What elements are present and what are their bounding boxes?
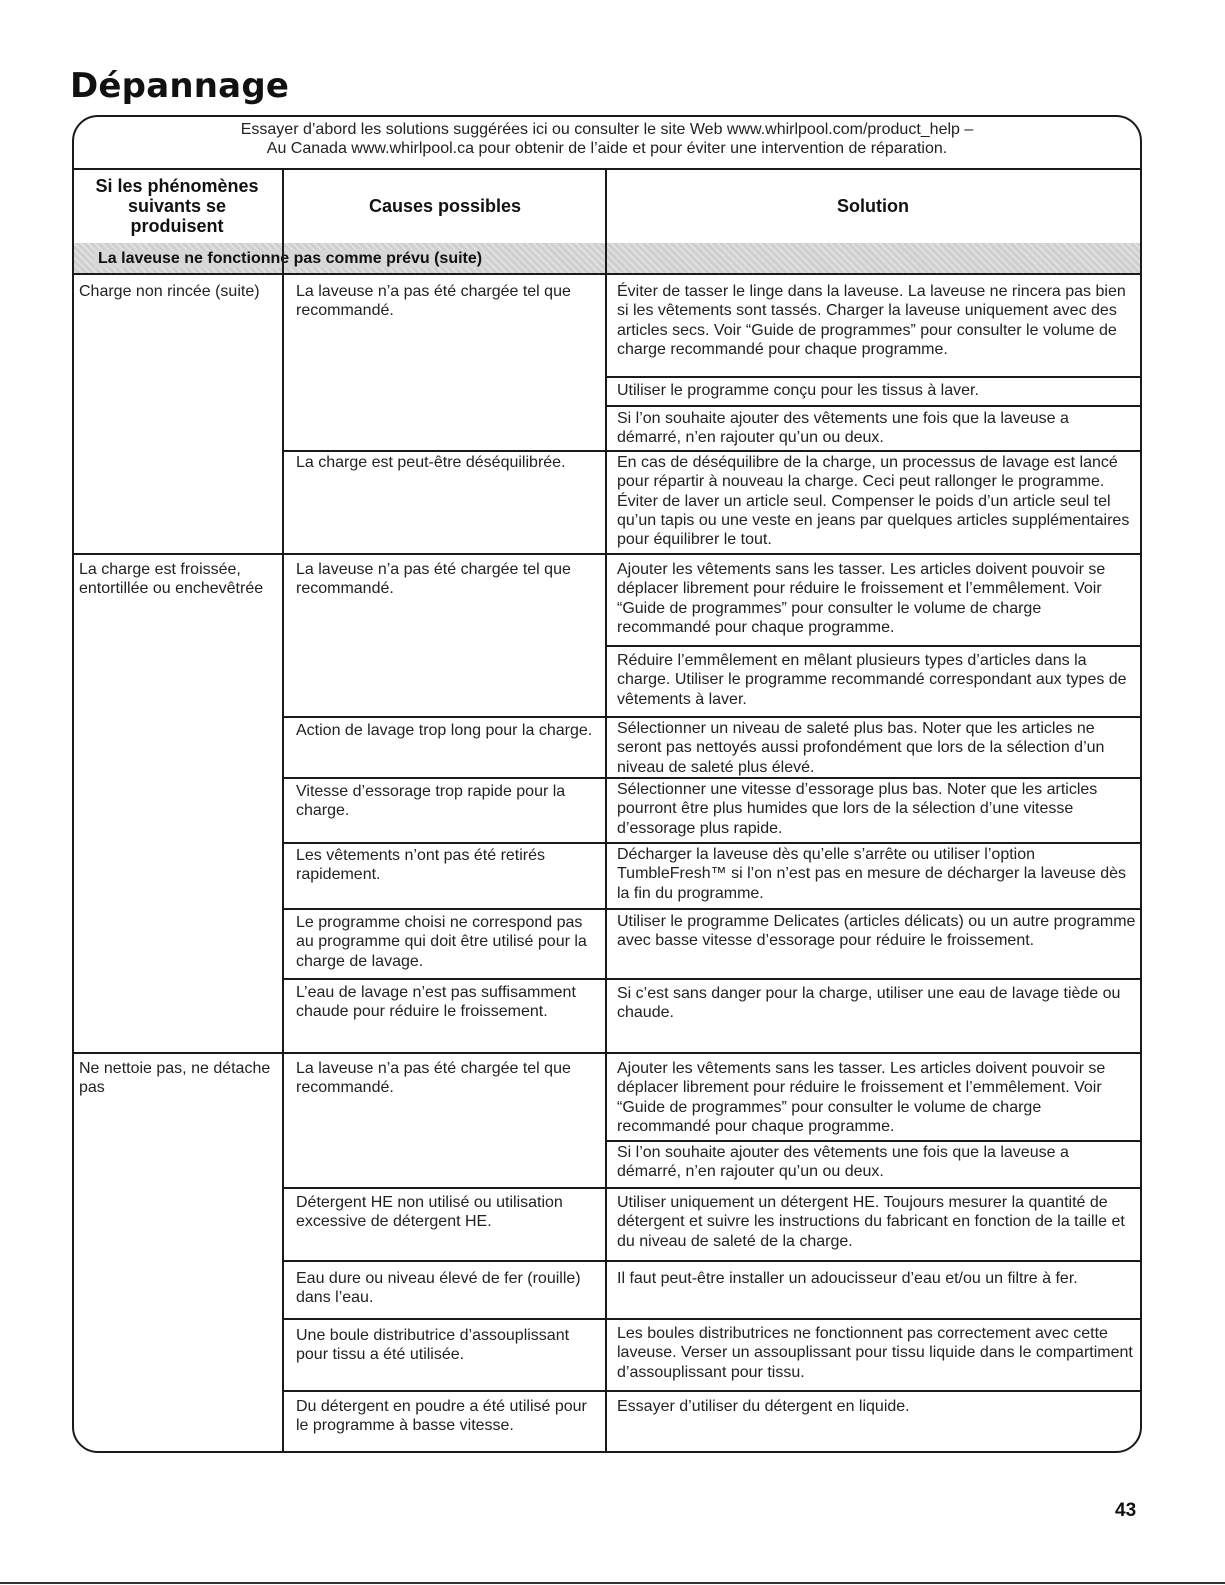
cause-cell: Du détergent en poudre a été utilisé pour le programme à basse vitesse.: [296, 1398, 587, 1435]
solution-cell: Ajouter les vêtements sans les tasser. Les articles doivent pouvoir se déplacer librement pour réduire le froissement et l’emmêlement. Voir “Guide de programmes” pour consulter le volume de charge recommandé pour chaque programme.: [617, 561, 1106, 636]
row-divider: [282, 777, 1140, 779]
solution-cell: Sélectionner un niveau de saleté plus bas. Noter que les articles ne seront pas nettoyés aussi profondément que lors de la sélection d’un niveau de saleté plus élevé.: [617, 720, 1105, 776]
page-title: Dépannage: [70, 66, 290, 106]
header-causes: Causes possibles: [368, 196, 522, 216]
solution-cell: Utiliser le programme conçu pour les tissus à laver.: [617, 382, 979, 399]
row-divider: [282, 842, 1140, 844]
row-divider: [282, 908, 1140, 910]
row-divider: [282, 1318, 1140, 1320]
row-divider: [282, 978, 1140, 980]
row-divider: [605, 405, 1140, 407]
row-divider: [282, 1187, 1140, 1189]
solution-cell: Ajouter les vêtements sans les tasser. Les articles doivent pouvoir se déplacer librement pour réduire le froissement et l’emmêlement. Voir “Guide de programmes” pour consulter le volume de charge recommandé pour chaque programme.: [617, 1060, 1106, 1135]
section-band: [74, 243, 1140, 275]
solution-cell: Utiliser le programme Delicates (articles délicats) ou un autre programme avec basse vitesse d’essorage pour réduire le froissement.: [617, 913, 1136, 950]
solution-cell: En cas de déséquilibre de la charge, un processus de lavage est lancé pour répartir à nouveau la charge. Ceci peut rallonger le programme. Éviter de laver un article seul. Compenser le poids d’un article seul tel qu’un tapis ou une veste en jeans par quelques articles supplémentaires pour équilibrer le tout.: [617, 454, 1130, 549]
solution-cell: Les boules distributrices ne fonctionnent pas correctement avec cette laveuse. Verser un assouplissant pour tissu liquide dans le compartiment d’assouplissant pour tissu.: [617, 1325, 1133, 1381]
cause-cell: Le programme choisi ne correspond pas au programme qui doit être utilisé pour la charge de lavage.: [296, 914, 587, 970]
cause-cell: Vitesse d’essorage trop rapide pour la charge.: [296, 783, 566, 820]
solution-cell: Il faut peut-être installer un adoucisseur d’eau et/ou un filtre à fer.: [617, 1270, 1078, 1287]
row-divider: [74, 553, 1140, 555]
problem-cell: Charge non rincée (suite): [79, 283, 260, 300]
header-solution: Solution: [837, 196, 909, 216]
solution-cell: Utiliser uniquement un détergent HE. Toujours mesurer la quantité de détergent et suivre les instructions du fabricant en fonction de la taille et du niveau de saleté de la charge.: [617, 1194, 1125, 1250]
cause-cell: Une boule distributrice d’assouplissant pour tissu a été utilisée.: [296, 1327, 570, 1364]
cause-cell: La charge est peut-être déséquilibrée.: [296, 454, 566, 471]
row-divider: [282, 1260, 1140, 1262]
section-label: La laveuse ne fonctionne pas comme prévu (suite): [94, 250, 486, 268]
row-divider: [605, 1140, 1140, 1142]
solution-cell: Si l’on souhaite ajouter des vêtements une fois que la laveuse a démarré, n’en rajouter qu’un ou deux.: [617, 410, 1069, 447]
intro-text: [74, 120, 1140, 158]
solution-cell: Réduire l’emmêlement en mêlant plusieurs types d’articles dans la charge. Utiliser le programme recommandé correspondant aux types de vêtements à laver.: [617, 652, 1127, 708]
cause-cell: La laveuse n’a pas été chargée tel que recommandé.: [296, 1060, 571, 1097]
problem-cell: La charge est froissée, entortillée ou enchevêtrée: [79, 561, 264, 598]
bottom-rule: [0, 1582, 1225, 1584]
header-phenomena: Si les phénomènes suivants se produisent: [95, 176, 259, 236]
row-divider: [282, 716, 1140, 718]
solution-cell: Décharger la laveuse dès qu’elle s’arrête ou utiliser l’option TumbleFresh™ si l’on n’est pas en mesure de décharger la laveuse dès la fin du programme.: [617, 846, 1126, 902]
cause-cell: La laveuse n’a pas été chargée tel que recommandé.: [296, 561, 571, 598]
cause-cell: Action de lavage trop long pour la charge.: [296, 722, 593, 739]
intro-line: Essayer d’abord les solutions suggérées ici ou consulter le site Web www.whirlpool.com/product_help –: [240, 121, 974, 138]
solution-cell: Éviter de tasser le linge dans la laveuse. La laveuse ne rincera pas bien si les vêtements sont tassés. Charger la laveuse uniquement avec des articles secs. Voir “Guide de programmes” pour consulter le volume de charge recommandé pour chaque programme.: [617, 283, 1126, 358]
solution-cell: Si c’est sans danger pour la charge, utiliser une eau de lavage tiède ou chaude.: [617, 985, 1121, 1022]
cause-cell: Détergent HE non utilisé ou utilisation excessive de détergent HE.: [296, 1194, 563, 1231]
solution-cell: Si l’on souhaite ajouter des vêtements une fois que la laveuse a démarré, n’en rajouter qu’un ou deux.: [617, 1144, 1069, 1181]
header-top-rule: [74, 168, 1140, 170]
cause-cell: Eau dure ou niveau élevé de fer (rouille) dans l’eau.: [296, 1270, 581, 1307]
solution-cell: Sélectionner une vitesse d’essorage plus bas. Noter que les articles pourront être plus humides que lors de la sélection d’une vitesse d’essorage plus rapide.: [617, 781, 1098, 837]
row-divider: [605, 645, 1140, 647]
row-divider: [74, 1052, 1140, 1054]
row-divider: [605, 376, 1140, 378]
solution-cell: Essayer d’utiliser du détergent en liquide.: [617, 1398, 910, 1415]
row-divider: [282, 1390, 1140, 1392]
problem-cell: Ne nettoie pas, ne détache pas: [79, 1060, 271, 1097]
cause-cell: La laveuse n’a pas été chargée tel que recommandé.: [296, 283, 571, 320]
intro-line: Au Canada www.whirlpool.ca pour obtenir de l’aide et pour éviter une intervention de réparation.: [266, 140, 948, 157]
cause-cell: L’eau de lavage n’est pas suffisamment chaude pour réduire le froissement.: [296, 984, 576, 1021]
page-number: 43: [1115, 1500, 1137, 1521]
row-divider: [282, 450, 1140, 452]
cause-cell: Les vêtements n’ont pas été retirés rapidement.: [296, 847, 546, 884]
